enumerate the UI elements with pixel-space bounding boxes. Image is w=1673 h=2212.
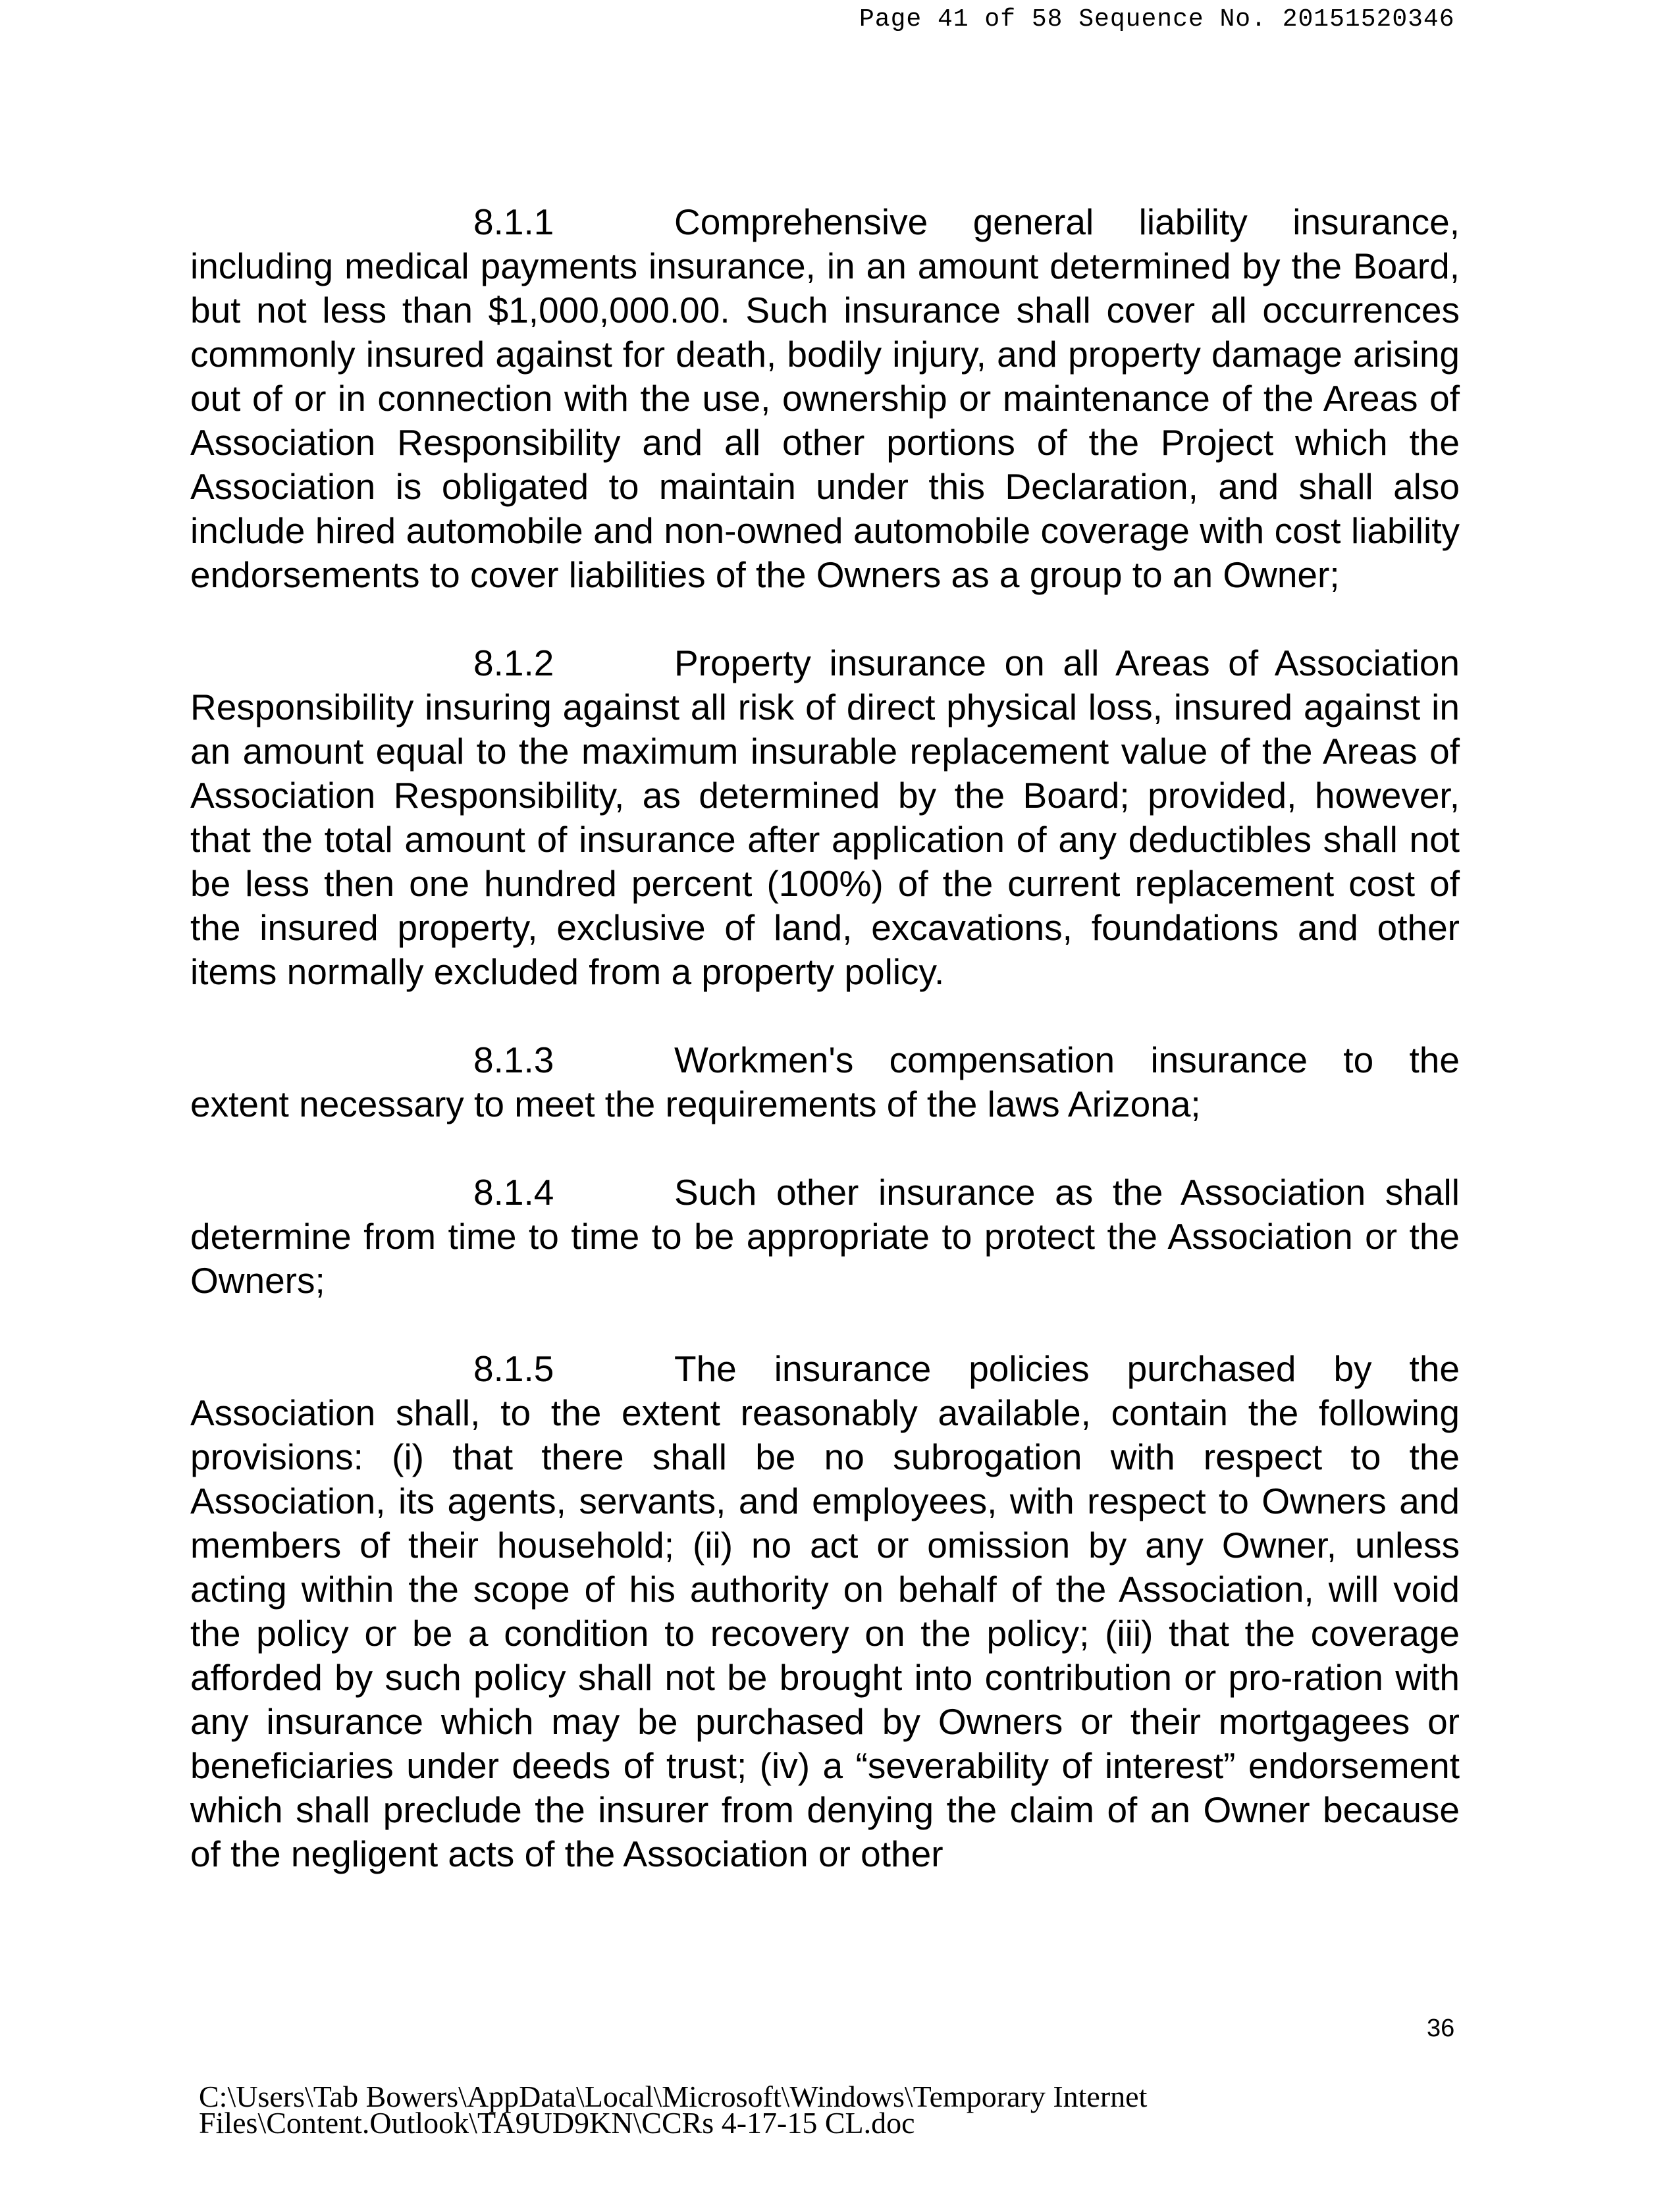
section-number: 8.1.2 [473, 643, 554, 683]
section-number: 8.1.1 [473, 201, 554, 242]
section-number: 8.1.5 [473, 1348, 554, 1389]
section-8-1-5 [190, 1347, 1460, 1876]
section-text: The insurance policies purchased by the Association shall, to the extent reasonably available, contain the following provisions: (i) that there shall be no subrogation with respect to the Association, its agents, servants, and employees, with respect to Owners and members of their household; (ii) no act or omission by any Owner, unless acting within the scope of his authority on behalf of the Association, will void the policy or be a condition to recovery on the policy; (iii) that the coverage afforded by such policy shall not be brought into contribution or pro-ration with any insurance which may be purchased by Owners or their mortgagees or beneficiaries under deeds of trust; (iv) a “severability of interest” endorsement which shall preclude the insurer from denying the claim of an Owner because of the negligent acts of the Association or other [190, 1348, 1460, 1874]
file-path-footer [199, 2080, 1148, 2140]
file-path-line-1: C:\Users\Tab Bowers\AppData\Local\Microsoft\Windows\Temporary Internet [199, 2080, 1148, 2113]
page-header: Page 41 of 58 Sequence No. 20151520346 [859, 5, 1455, 34]
section-8-1-4 [190, 1171, 1460, 1303]
document-body [190, 200, 1460, 1920]
section-number: 8.1.4 [473, 1172, 554, 1213]
section-number: 8.1.3 [473, 1040, 554, 1080]
file-path-line-2: Files\Content.Outlook\TA9UD9KN\CCRs 4-17-15 CL.doc [199, 2106, 915, 2140]
section-8-1-3 [190, 1038, 1460, 1126]
section-text: Such other insurance as the Association shall determine from time to time to be appropriate to protect the Association or the Owners; [190, 1172, 1460, 1301]
section-8-1-1 [190, 200, 1460, 597]
page-number: 36 [1427, 2014, 1455, 2042]
section-text: Property insurance on all Areas of Association Responsibility insuring against all risk of direct physical loss, insured against in an amount equal to the maximum insurable replacement value of the Areas of Association Responsibility, as determined by the Board; provided, however, that the total amount of insurance after application of any deductibles shall not be less then one hundred percent (100%) of the current replacement cost of the insured property, exclusive of land, excavations, foundations and other items normally excluded from a property policy. [190, 643, 1460, 992]
section-text: Comprehensive general liability insurance, including medical payments insurance, in an amount determined by the Board, but not less than $1,000,000.00. Such insurance shall cover all occurrences commonly insured against for death, bodily injury, and property damage arising out of or in connection with the use, ownership or maintenance of the Areas of Association Responsibility and all other portions of the Project which the Association is obligated to maintain under this Declaration, and shall also include hired automobile and non-owned automobile coverage with cost liability endorsements to cover liabilities of the Owners as a group to an Owner; [190, 201, 1460, 595]
section-8-1-2 [190, 641, 1460, 994]
section-text: Workmen's compensation insurance to the extent necessary to meet the requirements of the laws Arizona; [190, 1040, 1460, 1124]
